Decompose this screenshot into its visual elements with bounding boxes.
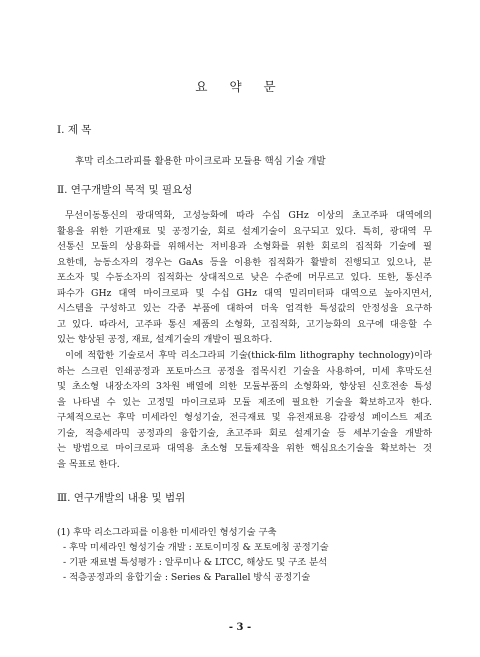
paragraph-line: 고 있다. 따라서, 고주파 통신 제품의 소형화, 고집적화, 고기능화의 요구에 대응할 수 xyxy=(57,318,432,330)
paragraph-line: 이에 적합한 기술로서 후막 리소그라피 기술(thick-film lithography technology)이라 xyxy=(65,350,432,361)
list-item: (1) 후막 리소그라피를 이용한 미세라인 형성기술 구축 xyxy=(57,527,277,538)
page-title: 요 약 문 xyxy=(195,79,285,94)
paragraph-line: 활용을 위한 기판재료 및 공정기술, 회로 설계기술이 요구되고 있다. 특히, 광대역 무 xyxy=(57,225,432,237)
paragraph-line: 시스템을 구성하고 있는 각종 부품에 대하여 더욱 엄격한 특성값의 안정성을 요구하 xyxy=(57,303,432,315)
research-scope-list xyxy=(57,525,329,585)
paragraph-line: 선통신 모듈의 상용화를 위해서는 저비용과 소형화를 위한 회로의 집적화 기술에 필 xyxy=(57,241,432,253)
list-item: - 적층공정과의 융합기술 : Series & Parallel 방식 공정기술 xyxy=(63,572,311,583)
project-title: 후막 리소그라피를 활용한 마이크로파 모듈용 핵심 기술 개발 xyxy=(75,156,326,167)
paragraph-line: 을 목표로 한다. xyxy=(57,458,120,470)
page-number: - 3 - xyxy=(228,622,252,633)
paragraph-line: 는 방법으로 마이크로파 대역용 초소형 모듈제작을 위한 핵심요소기술을 확보하는 것 xyxy=(57,443,432,455)
paragraph-line: 하는 스크린 인쇄공정과 포토마스크 공정을 접목시킨 기술을 사용하여, 미세 후막도선 xyxy=(57,365,432,377)
paragraph-line: 요한데, 능동소자의 경우는 GaAs 등을 이용한 집적화가 활발히 진행되고 있으나, 분 xyxy=(57,256,432,268)
purpose-paragraph-1 xyxy=(57,208,432,348)
paragraph-line: 구체적으로는 후막 미세라인 형성기술, 전극재료 및 유전재료용 감광성 페이스트 제조 xyxy=(57,412,432,424)
paragraph-line: 기술, 적층세라믹 공정과의 융합기술, 초고주파 회로 설계기술 등 세부기술을 개발하 xyxy=(57,427,432,439)
list-item: - 기판 재료별 특성평가 : 알루미나 & LTCC, 해상도 및 구조 분석 xyxy=(63,557,328,568)
paragraph-line: 을 나타낼 수 있는 고정밀 마이크로파 모듈 제조에 필요한 기술을 확보하고자 한다. xyxy=(57,396,432,408)
section2-heading: Ⅱ. 연구개발의 목적 및 필요성 xyxy=(57,184,193,196)
paragraph-line: 파수가 GHz 대역 마이크로파 및 수십 GHz 대역 밀리미터파 대역으로 높아지면서, xyxy=(57,287,432,299)
paragraph-line: 포소자 및 수동소자의 집적화는 상대적으로 낮은 수준에 머무르고 있다. 또한, 통신주 xyxy=(57,272,432,284)
section1-heading: Ⅰ. 제 목 xyxy=(57,124,92,136)
paragraph-line: 무선이동통신의 광대역화, 고성능화에 따라 수십 GHz 이상의 초고주파 대역에의 xyxy=(65,210,432,221)
purpose-paragraph-2 xyxy=(57,348,432,472)
paragraph-line: 있는 향상된 공정, 재료, 설계기술의 개발이 필요하다. xyxy=(57,334,273,346)
section3-heading: Ⅲ. 연구개발의 내용 및 범위 xyxy=(57,492,186,504)
paragraph-line: 및 초소형 내장소자의 3차원 배열에 의한 모듈부품의 소형화와, 향상된 신호전송 특성 xyxy=(57,381,432,393)
list-item: - 후막 미세라인 형성기술 개발 : 포토이미징 & 포토에칭 공정기술 xyxy=(63,542,329,553)
